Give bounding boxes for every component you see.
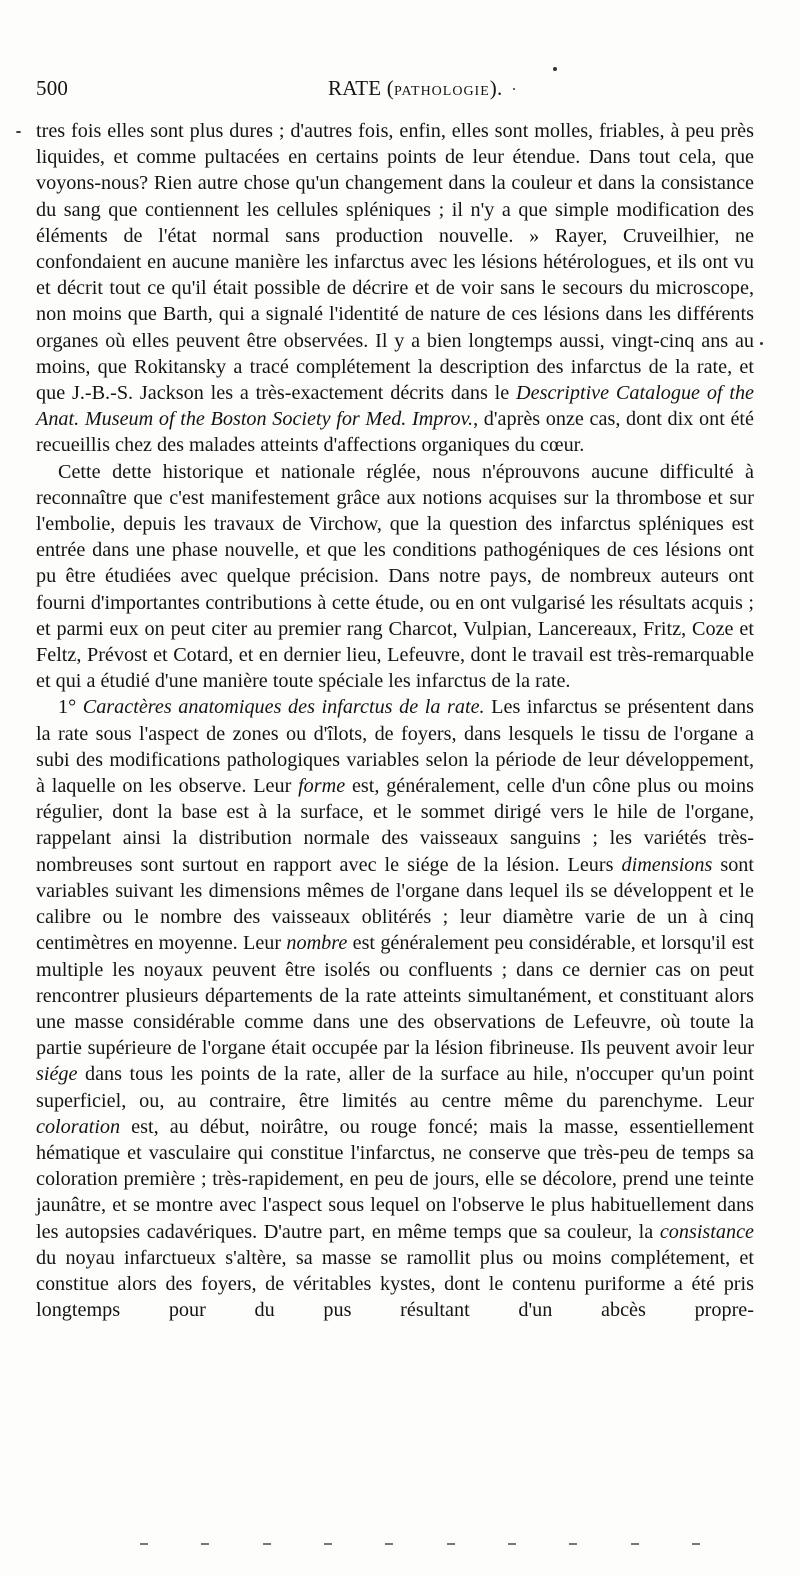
paragraph-text: Les infarctus se présentent dans la rate sous l'aspect de zones ou d'îlots, de foyers, dans lesquels le tissu de l'organe a subi des modifications pathologiques variables selon la période de leur développement, à laquelle on les observe. Leur <box>36 696 754 798</box>
section-number: 1° <box>58 696 77 719</box>
running-title <box>328 76 502 101</box>
dash <box>263 1543 271 1545</box>
section-paragraph <box>36 694 754 1323</box>
running-title-main: RATE ( <box>328 76 394 100</box>
print-speck <box>553 67 557 71</box>
paragraph-text: du noyau infarctueux s'altère, sa masse se ramollit plus ou moins complétement, et constitue alors des foyers, de véritables kystes, dont le contenu puriforme a été pris longtemps pour du pus résultant d'un abcès propre- <box>36 1246 754 1322</box>
italic-title: Descriptive Catalogue of the Anat. Museum of the Boston Society for Med. Improv. <box>36 382 755 431</box>
dash <box>569 1543 577 1545</box>
running-header <box>36 76 764 106</box>
running-title-end: ). <box>489 76 503 100</box>
section-heading: Caractères anatomiques des infarctus de la rate. <box>82 696 485 719</box>
dash <box>447 1543 455 1545</box>
paragraph-text: tres fois elles sont plus dures ; d'autres fois, enfin, elles sont molles, friables, à peu près liquides, et comme pultacées en certains points de leur étendue. Dans tout cela, que voyons-nous? Rien autre chose qu'un changement dans la couleur et dans la consistance du sang que contiennent les cellules spléniques ; il n'y a que simple modification des éléments de l'état normal sans production nouvelle. » Rayer, Cruveilhier, ne confondaient en aucune manière les infarctus avec les lésions hétérologues, et ils ont vu et décrit tout ce qu'il était possible de décrire et de voir sans le secours du microscope, non moins que Barth, qui a signalé l'identité de nature de ces lésions dans les différents organes où elles peuvent être observées. Il y a bien longtemps aussi, vingt-cinq ans au moins, que Rokitansky a tracé complétement la description des infarctus de la rate, et que J.-B.-S. Jackson les a très-exactement décrits dans le <box>36 120 754 405</box>
body-text <box>36 118 754 1323</box>
paragraph: Cette dette historique et nationale réglée, nous n'éprouvons aucune difficulté à reconnaître que c'est manifestement grâce aux notions acquises sur la thrombose et sur l'embolie, depuis les travaux de Virchow, que la question des infarctus spléniques est entrée dans une phase nouvelle, et que les conditions pathogéniques de ces lésions ont pu être étudiées avec quelque précision. Dans notre pays, de nombreux auteurs ont fourni d'importantes contributions à cette étude, ou en ont vulgarisé les résultats acquis ; et parmi eux on peut citer au premier rang Charcot, Vulpian, Lancereaux, Fritz, Coze et Feltz, Prévost et Cotard, et en dernier lieu, Lefeuvre, dont le travail est très-remarquable et qui a étudié d'une manière toute spéciale les infarctus de la rate. <box>36 460 754 693</box>
italic-term: forme <box>298 775 346 798</box>
footer-dashes <box>140 1543 700 1547</box>
dash <box>631 1543 639 1545</box>
page-number: 500 <box>36 76 69 100</box>
paragraph-text: est, généralement, celle d'un cône plus ou moins régulier, dont la base est à la surface, et le sommet dirigé vers le hile de l'organe, rappelant ainsi la distribution normale des vaisseaux sanguins ; les variétés très-nombreuses sont surtout en rapport avec le siége de la lésion. Leurs <box>36 775 754 876</box>
italic-term: consistance <box>659 1220 754 1243</box>
print-speck <box>513 88 515 90</box>
italic-term: siége <box>36 1063 78 1086</box>
dash <box>324 1543 332 1545</box>
italic-term: dimensions <box>621 853 713 876</box>
paragraph-text: est, au début, noirâtre, ou rouge foncé; mais la masse, essentiellement hématique et vasculaire qui constitue l'infarctus, ne conserve que très-peu de temps sa coloration première ; très-rapidement, en peu de jours, elle se décolore, prend une teinte jaunâtre, et se montre avec l'aspect sous lequel on l'observe le plus habituellement dans les autopsies cadavériques. D'autre part, en même temps que sa couleur, la <box>36 1115 754 1243</box>
paragraph-text: sont variables suivant les dimensions mêmes de l'organe dans lequel ils se développent et le calibre ou le nombre des vaisseaux oblitérés ; leur diamètre varie de un à cinq centimètres en moyenne. Leur <box>36 853 755 955</box>
paragraph-text: est généralement peu considérable, et lorsqu'il est multiple les noyaux peuvent être isolés ou confluents ; dans ce dernier cas on peut rencontrer plusieurs départements de la rate atteints simultanément, et constituant alors une masse considérable comme dans une des observations de Lefeuvre, où toute la partie supérieure de l'organe était occupée par la lésion fibrineuse. Ils peuvent avoir leur <box>36 932 754 1060</box>
paragraph-text: dans tous les points de la rate, aller de la surface au hile, n'occuper qu'un point superficiel, ou, au contraire, être limités au centre même du parenchyme. Leur <box>36 1063 754 1112</box>
dash <box>140 1543 148 1545</box>
italic-term: coloration <box>36 1115 121 1138</box>
print-speck <box>16 131 21 133</box>
dash <box>385 1543 393 1545</box>
dash <box>201 1543 209 1545</box>
running-title-smallcaps: PATHOLOGIE <box>393 84 490 99</box>
dash <box>508 1543 516 1545</box>
print-speck <box>760 342 763 345</box>
paragraph-continuation <box>36 118 754 459</box>
dash <box>692 1543 700 1545</box>
italic-term: nombre <box>286 932 348 955</box>
paragraph-text: , d'après onze cas, dont dix ont été recueillis chez des malades atteints d'affections organiques du cœur. <box>36 408 754 457</box>
